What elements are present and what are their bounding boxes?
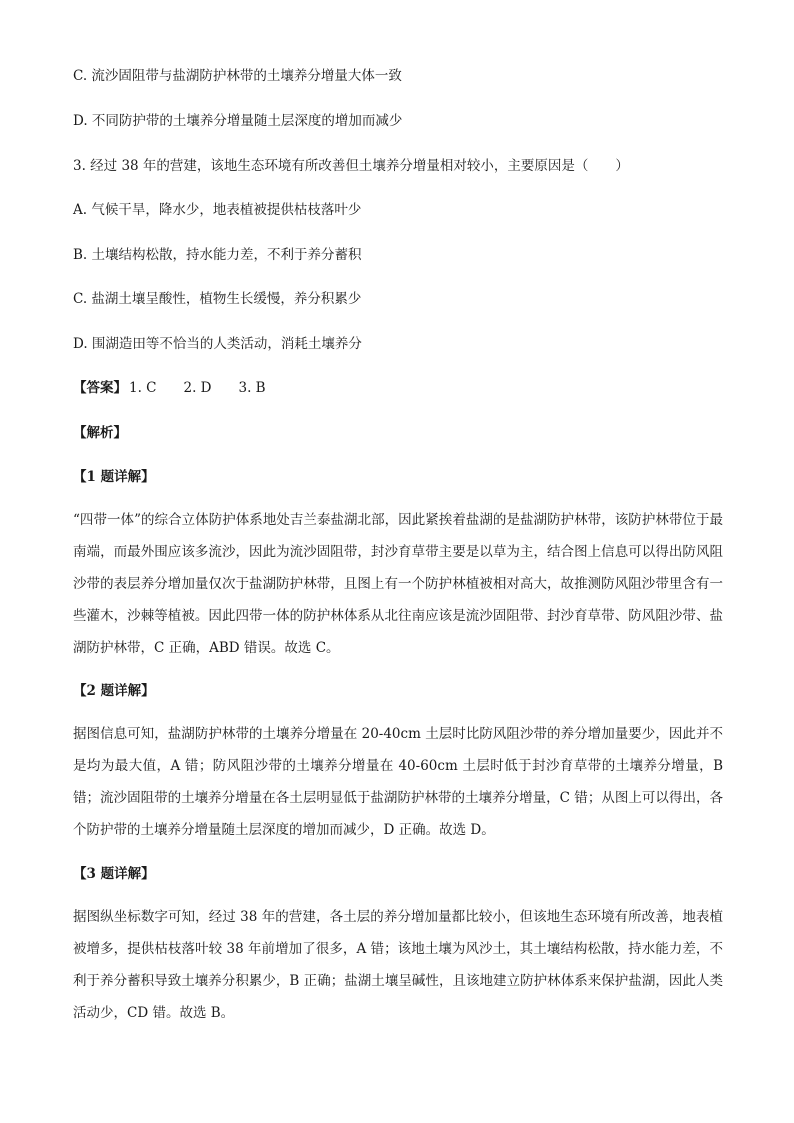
analysis-label: 【解析】 [73, 425, 127, 441]
detail2-body: 据图信息可知，盐湖防护林带的土壤养分增量在 20-40cm 土层时比防风阻沙带的养分增加量要少，因此并不是均为最大值，A 错；防风阻沙带的土壤养分增量在 40-60cm 土层时低于封沙育草带的土壤养分增量，B 错；流沙固阻带的土壤养分增量在各土层明显低于盐湖防护林带的土壤养分增量，C 错；从图上可以得出，各个防护带的土壤养分增量随土层深度的增加而减少，D 正确。故选 D。 [73, 726, 723, 838]
answer-text: 1. C 2. D 3. B [129, 380, 266, 396]
answer-line [73, 378, 266, 398]
q3-option-c: C. 盐湖土壤呈酸性，植物生长缓慢，养分积累少 [73, 291, 362, 307]
q3-option-b: B. 土壤结构松散，持水能力差，不利于养分蓄积 [73, 247, 362, 263]
q3-stem: 3. 经过 38 年的营建，该地生态环境有所改善但土壤养分增量相对较小，主要原因是（ ） [73, 158, 629, 174]
q3-option-a: A. 气候干旱，降水少，地表植被提供枯枝落叶少 [73, 202, 362, 218]
detail2-heading: 【2 题详解】 [73, 683, 155, 699]
q2-option-d: D. 不同防护带的土壤养分增量随土层深度的增加而减少 [73, 113, 403, 129]
answer-label: 【答案】 [73, 380, 127, 396]
detail1-heading: 【1 题详解】 [73, 469, 155, 485]
q3-option-d: D. 围湖造田等不恰当的人类活动，消耗土壤养分 [73, 336, 362, 352]
detail1-body: “四带一体”的综合立体防护体系地处吉兰泰盐湖北部，因此紧挨着盐湖的是盐湖防护林带，该防护林带位于最南端，而最外围应该多流沙，因此为流沙固阻带，封沙育草带主要是以草为主，结合图上信息可以得出防风阻沙带的表层养分增加量仅次于盐湖防护林带，且图上有一个防护林植被相对高大，故推测防风阻沙带里含有一些灌木，沙棘等植被。因此四带一体的防护林体系从北往南应该是流沙固阻带、封沙育草带、防风阻沙带、盐湖防护林带，C 正确，ABD 错误。故选 C。 [73, 512, 723, 656]
q2-option-c: C. 流沙固阻带与盐湖防护林带的土壤养分增量大体一致 [73, 68, 402, 84]
detail3-body: 据图纵坐标数字可知，经过 38 年的营建，各土层的养分增加量都比较小，但该地生态环境有所改善，地表植被增多，提供枯枝落叶较 38 年前增加了很多，A 错；该地土壤为风沙土，其土壤结构松散，持水能力差，不利于养分蓄积导致土壤养分积累少，B 正确；盐湖土壤呈碱性，且该地建立防护林体系来保护盐湖，因此人类活动少，CD 错。故选 B。 [73, 909, 723, 1021]
detail3-heading: 【3 题详解】 [73, 866, 155, 882]
